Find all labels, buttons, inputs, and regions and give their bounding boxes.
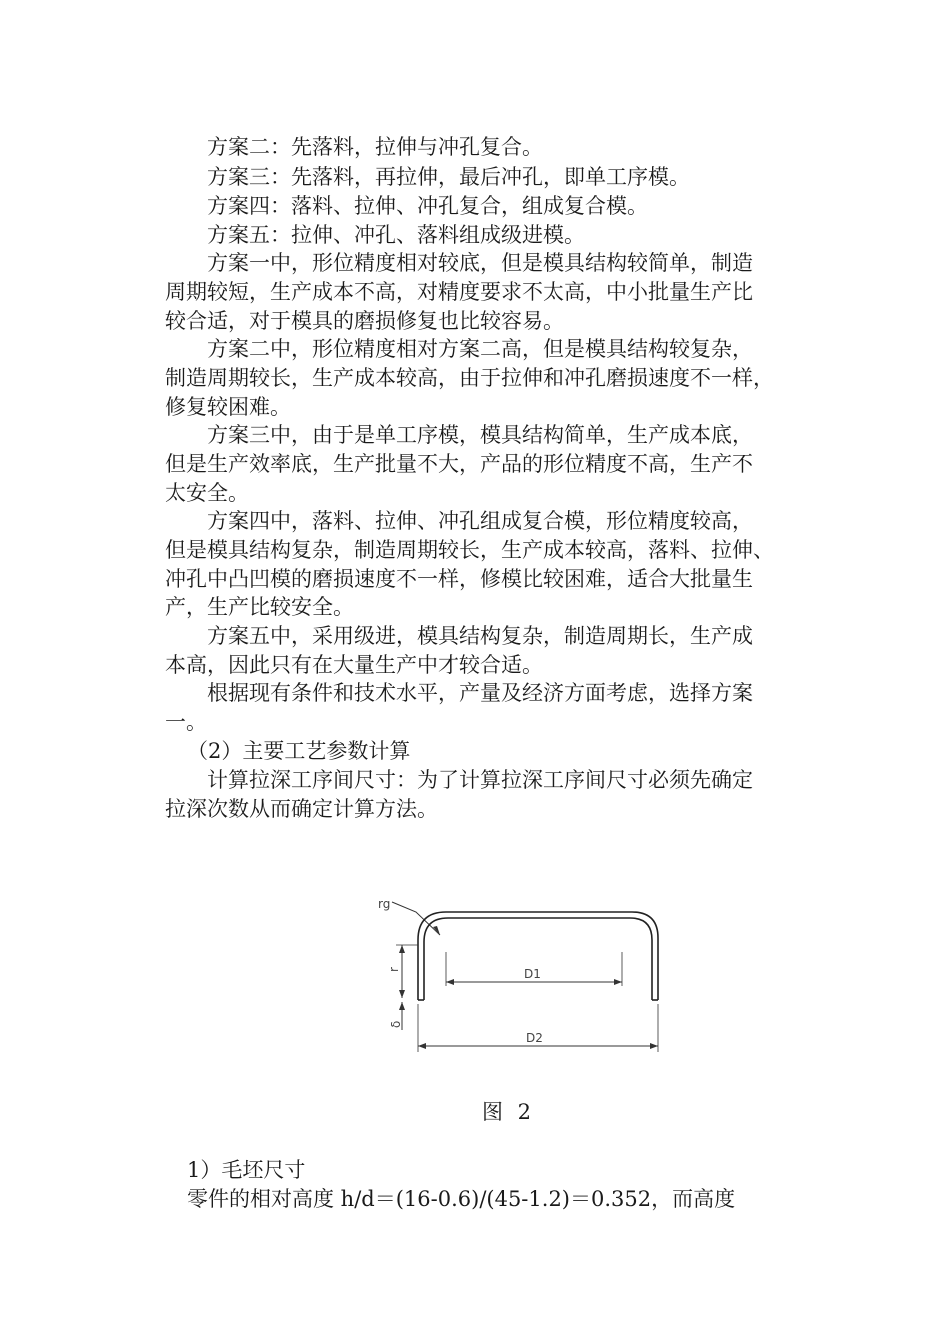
analysis-plan-one-line-2: 周期较短，生产成本不高，对精度要求不太高，中小批量生产比 (165, 280, 753, 304)
analysis-plan-five-line-1: 方案五中，采用级进，模具结构复杂，制造周期长，生产成 (207, 624, 753, 648)
conclusion-line-1: 根据现有条件和技术水平，产量及经济方面考虑，选择方案 (207, 681, 753, 705)
analysis-plan-four-line-4: 产，生产比较安全。 (165, 595, 354, 619)
calc-line-1: 计算拉深工序间尺寸：为了计算拉深工序间尺寸必须先确定 (207, 768, 753, 792)
blank-size-heading: 1）毛坯尺寸 (187, 1158, 306, 1182)
cup-section-diagram (360, 880, 680, 1060)
section-heading: （2）主要工艺参数计算 (187, 739, 411, 763)
analysis-plan-four-line-1: 方案四中，落料、拉伸、冲孔组成复合模，形位精度较高， (207, 509, 753, 533)
calc-line-2: 拉深次数从而确定计算方法。 (165, 797, 438, 821)
paragraph-plan-two: 方案二：先落料，拉伸与冲孔复合。 (207, 135, 543, 159)
d2-arrow-right-icon (650, 1043, 658, 1049)
conclusion-line-2: 一。 (165, 710, 207, 734)
r-arrow-bottom-icon (399, 990, 405, 998)
cup-inner-profile (424, 918, 652, 1000)
analysis-plan-three-line-2: 但是生产效率底，生产批量不大，产品的形位精度不高，生产不 (165, 452, 753, 476)
d1-label: D1 (524, 967, 541, 981)
analysis-plan-one-line-1: 方案一中，形位精度相对较底，但是模具结构较简单，制造 (207, 251, 753, 275)
analysis-plan-five-line-2: 本高，因此只有在大量生产中才较合适。 (165, 653, 543, 677)
rg-leader-line (392, 902, 440, 935)
analysis-plan-four-line-3: 冲孔中凸凹模的磨损速度不一样，修模比较困难，适合大批量生 (165, 567, 753, 591)
d1-arrow-left-icon (446, 979, 454, 985)
rg-arrow-icon (433, 926, 440, 935)
r-arrow-top-icon (399, 945, 405, 953)
paragraph-plan-five: 方案五：拉伸、冲孔、落料组成级进模。 (207, 223, 585, 247)
analysis-plan-three-line-3: 太安全。 (165, 481, 249, 505)
paragraph-plan-four: 方案四：落料、拉伸、冲孔复合，组成复合模。 (207, 194, 648, 218)
r-label: r (387, 967, 401, 972)
analysis-plan-two-line-2: 制造周期较长，生产成本较高，由于拉伸和冲孔磨损速度不一样， (165, 366, 774, 390)
analysis-plan-two-line-1: 方案二中，形位精度相对方案二高，但是模具结构较复杂， (207, 337, 753, 361)
analysis-plan-one-line-3: 较合适，对于模具的磨损修复也比较容易。 (165, 309, 564, 333)
rg-label: rg (378, 897, 391, 911)
delta-arrow-icon (399, 1002, 405, 1010)
d1-arrow-right-icon (614, 979, 622, 985)
figure-caption: 图 2 (482, 1100, 536, 1124)
blank-size-text: 零件的相对高度 h/d＝(16-0.6)/(45-1.2)＝0.352，而高度 (187, 1187, 736, 1211)
d2-arrow-left-icon (418, 1043, 426, 1049)
d2-label: D2 (526, 1031, 543, 1045)
analysis-plan-three-line-1: 方案三中，由于是单工序模，模具结构简单，生产成本底， (207, 423, 753, 447)
delta-label: δ (389, 1020, 403, 1028)
analysis-plan-two-line-3: 修复较困难。 (165, 395, 291, 419)
paragraph-plan-three: 方案三：先落料，再拉伸，最后冲孔，即单工序模。 (207, 165, 690, 189)
analysis-plan-four-line-2: 但是模具结构复杂，制造周期较长，生产成本较高，落料、拉伸、 (165, 538, 774, 562)
